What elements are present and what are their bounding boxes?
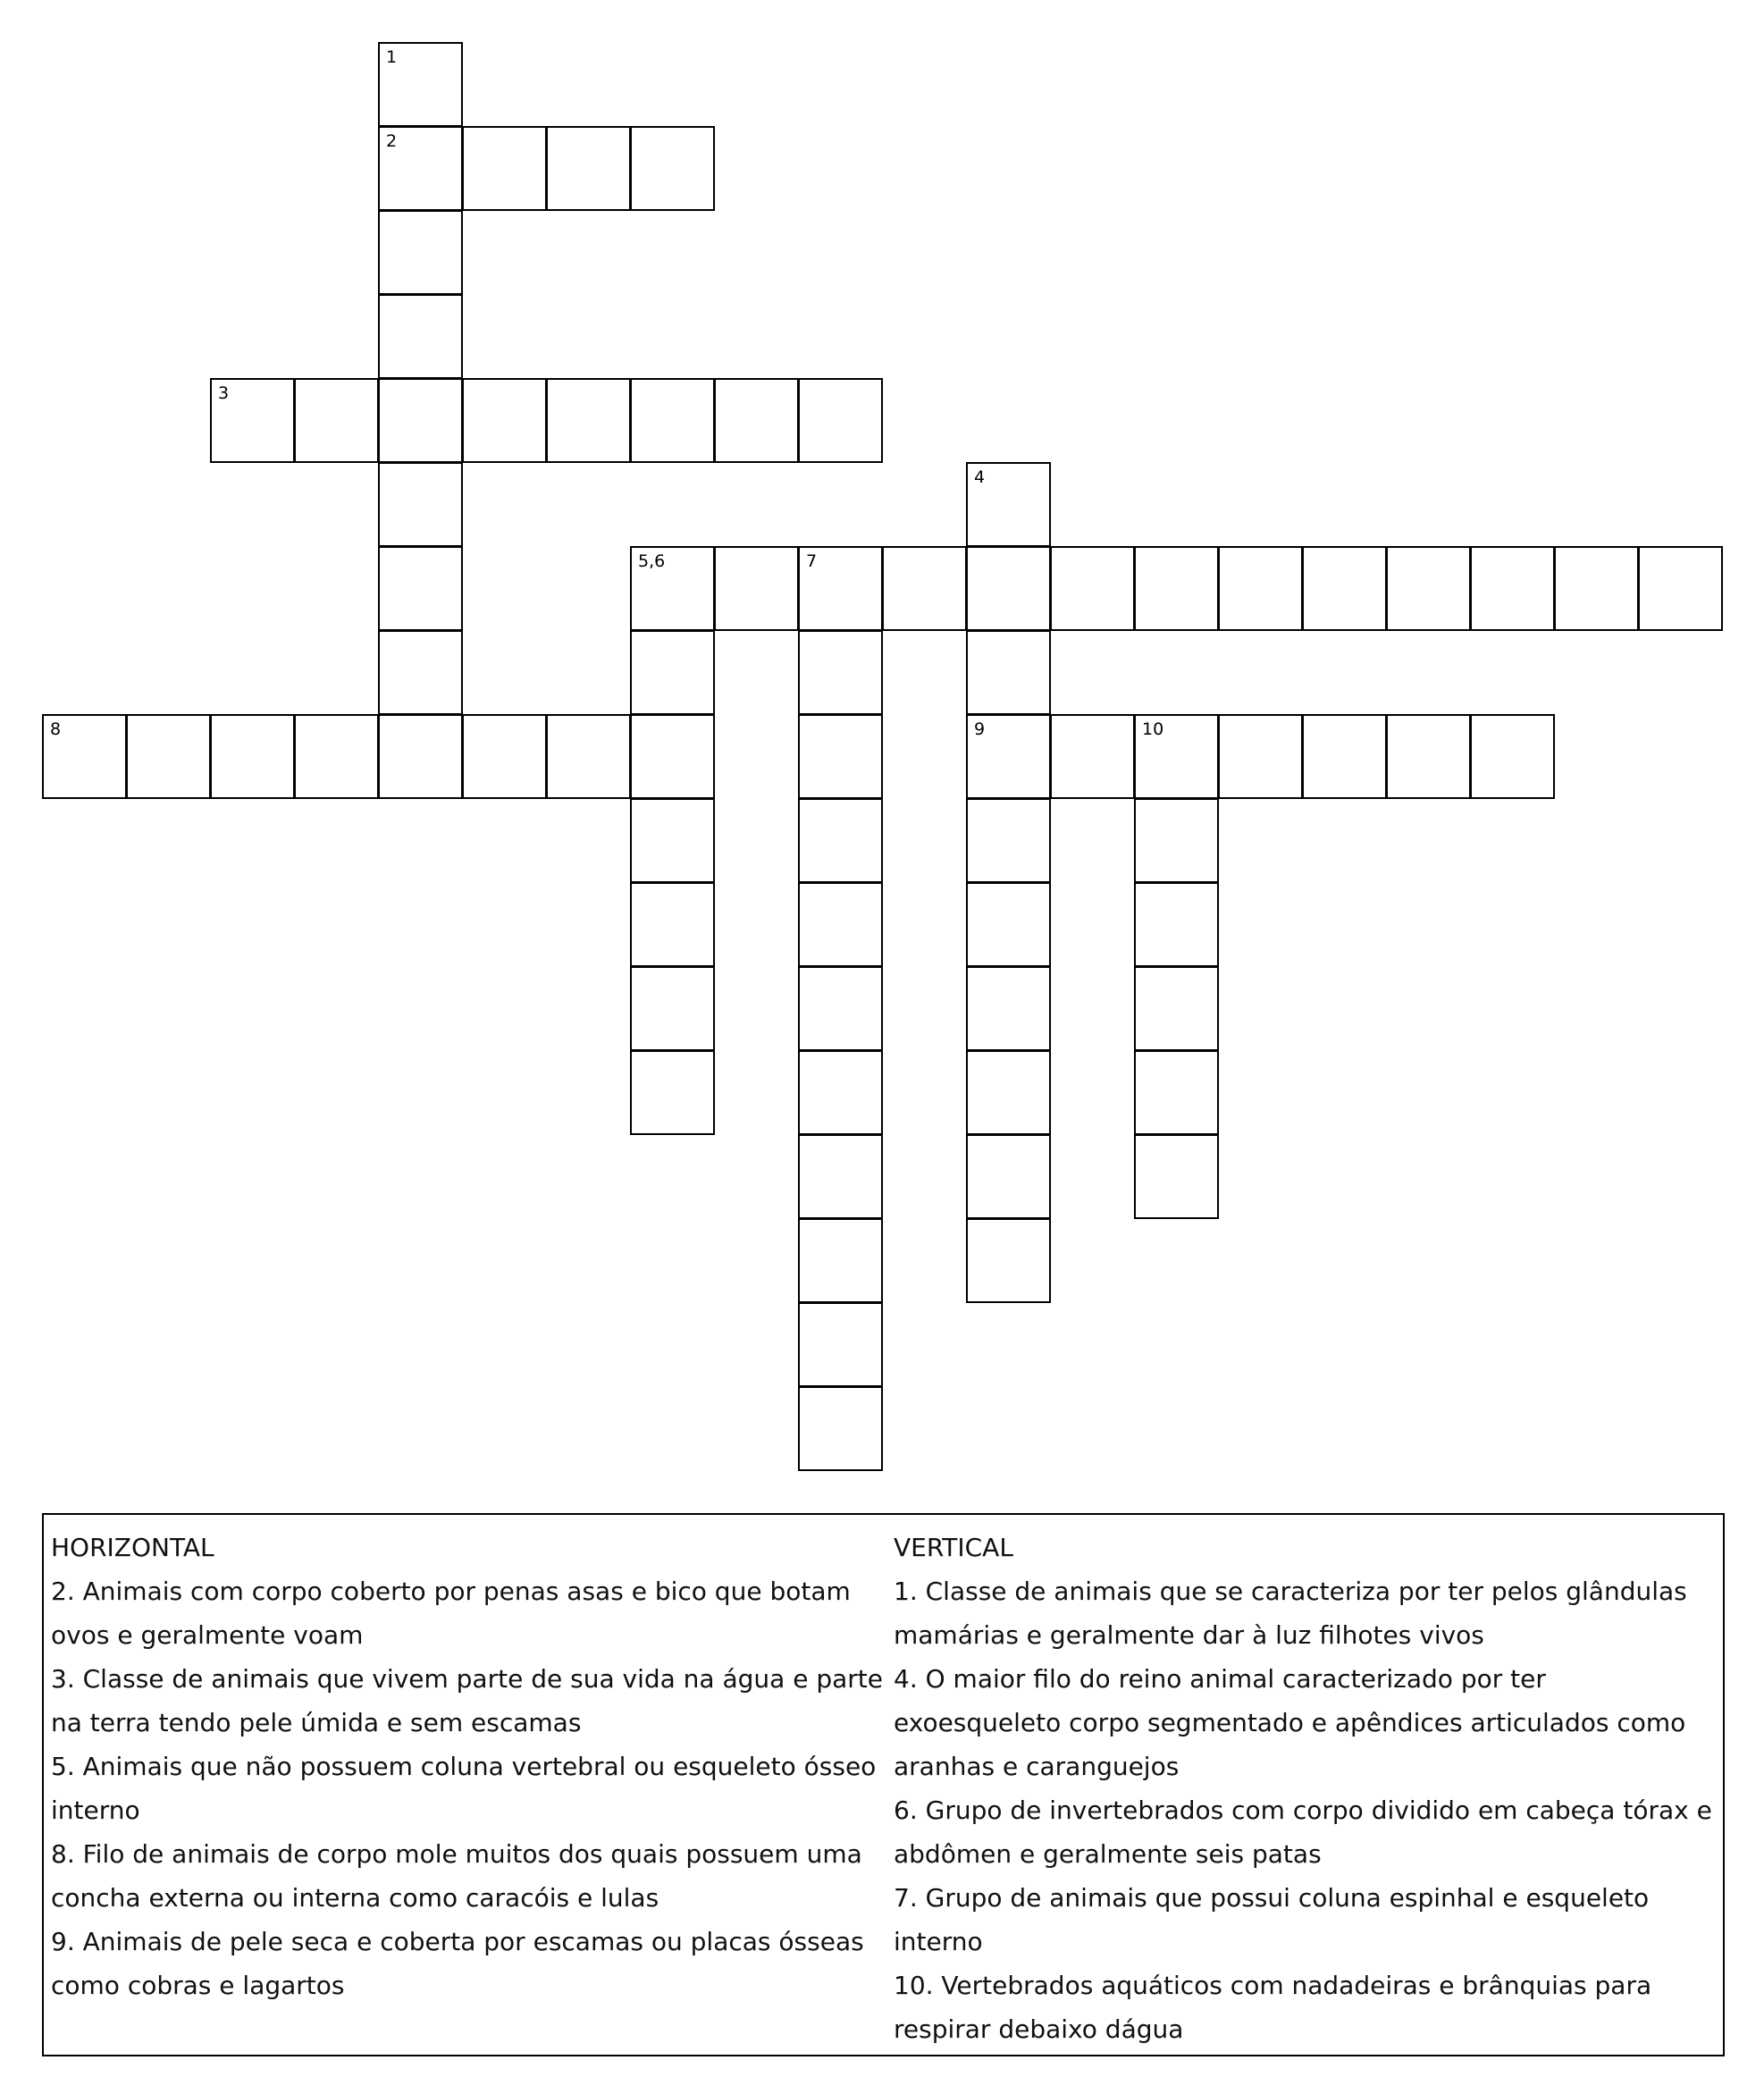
across-clue-9: 9. Animais de pele seca e coberta por escamas ou placas ósseas como cobras e lagartos xyxy=(51,1927,864,2000)
clue-number: 4 xyxy=(974,467,986,487)
grid-cell[interactable] xyxy=(630,882,715,967)
grid-cell[interactable] xyxy=(1134,966,1219,1051)
grid-cell[interactable] xyxy=(798,1050,883,1135)
grid-cell[interactable] xyxy=(966,798,1051,883)
down-clues xyxy=(894,1526,1716,2051)
grid-cell[interactable] xyxy=(210,378,295,463)
grid-cell[interactable] xyxy=(966,1218,1051,1303)
clue-number: 1 xyxy=(386,47,398,67)
grid-cell[interactable] xyxy=(294,378,379,463)
grid-cell[interactable] xyxy=(1134,1050,1219,1135)
grid-cell[interactable] xyxy=(798,714,883,799)
grid-cell[interactable] xyxy=(882,546,967,631)
grid-cell[interactable] xyxy=(1134,1134,1219,1219)
grid-cell[interactable] xyxy=(1470,546,1555,631)
grid-cell[interactable] xyxy=(1050,714,1135,799)
grid-cell[interactable] xyxy=(966,546,1051,631)
grid-cell[interactable] xyxy=(378,462,463,547)
down-clue-4: 4. O maior filo do reino animal caracterizado por ter exoesqueleto corpo segmentado e apêndices articulados como aranhas e caranguejos xyxy=(894,1664,1686,1781)
grid-cell[interactable] xyxy=(1134,882,1219,967)
grid-cell[interactable] xyxy=(462,378,547,463)
down-clue-7: 7. Grupo de animais que possui coluna espinhal e esqueleto interno xyxy=(894,1883,1650,1956)
grid-cell[interactable] xyxy=(714,546,799,631)
grid-cell[interactable] xyxy=(1134,714,1219,799)
grid-cell[interactable] xyxy=(1386,714,1471,799)
clue-number: 9 xyxy=(974,719,986,739)
grid-cell[interactable] xyxy=(294,714,379,799)
grid-cell[interactable] xyxy=(714,378,799,463)
grid-cell[interactable] xyxy=(546,714,631,799)
grid-cell[interactable] xyxy=(630,966,715,1051)
grid-cell[interactable] xyxy=(378,714,463,799)
across-clue-3: 3. Classe de animais que vivem parte de sua vida na água e parte na terra tendo pele úmida e sem escamas xyxy=(51,1664,883,1737)
grid-cell[interactable] xyxy=(1302,714,1387,799)
down-clue-6: 6. Grupo de invertebrados com corpo dividido em cabeça tórax e abdômen e geralmente seis patas xyxy=(894,1795,1712,1869)
grid-cell[interactable] xyxy=(1134,798,1219,883)
across-title: HORIZONTAL xyxy=(51,1533,214,1562)
grid-cell[interactable] xyxy=(966,714,1051,799)
grid-cell[interactable] xyxy=(378,546,463,631)
down-clue-10: 10. Vertebrados aquáticos com nadadeiras e brânquias para respirar debaixo dágua xyxy=(894,1971,1652,2044)
grid-cell[interactable] xyxy=(966,462,1051,547)
down-clue-1: 1. Classe de animais que se caracteriza por ter pelos glândulas mamárias e geralmente dar à luz filhotes vivos xyxy=(894,1577,1687,1650)
clue-number: 8 xyxy=(50,719,62,739)
grid-cell[interactable] xyxy=(798,1386,883,1471)
grid-cell[interactable] xyxy=(966,1050,1051,1135)
grid-cell[interactable] xyxy=(462,714,547,799)
grid-cell[interactable] xyxy=(798,798,883,883)
grid-cell[interactable] xyxy=(630,630,715,715)
grid-cell[interactable] xyxy=(630,546,715,631)
grid-cell[interactable] xyxy=(630,378,715,463)
grid-cell[interactable] xyxy=(1386,546,1471,631)
clue-number: 2 xyxy=(386,131,398,151)
grid-cell[interactable] xyxy=(1134,546,1219,631)
across-clue-8: 8. Filo de animais de corpo mole muitos dos quais possuem uma concha externa ou interna como caracóis e lulas xyxy=(51,1839,862,1913)
grid-cell[interactable] xyxy=(966,1134,1051,1219)
grid-cell[interactable] xyxy=(1638,546,1723,631)
grid-cell[interactable] xyxy=(1302,546,1387,631)
grid-cell[interactable] xyxy=(210,714,295,799)
clue-number: 7 xyxy=(806,551,818,571)
grid-cell[interactable] xyxy=(126,714,211,799)
grid-cell[interactable] xyxy=(966,630,1051,715)
grid-cell[interactable] xyxy=(966,966,1051,1051)
grid-cell[interactable] xyxy=(798,630,883,715)
grid-cell[interactable] xyxy=(378,294,463,379)
grid-cell[interactable] xyxy=(630,714,715,799)
grid-cell[interactable] xyxy=(378,42,463,127)
grid-cell[interactable] xyxy=(42,714,127,799)
across-clues xyxy=(51,1526,904,2007)
grid-cell[interactable] xyxy=(1218,546,1303,631)
across-clue-2: 2. Animais com corpo coberto por penas asas e bico que botam ovos e geralmente voam xyxy=(51,1577,851,1650)
clue-number: 5,6 xyxy=(638,551,666,571)
grid-cell[interactable] xyxy=(630,1050,715,1135)
grid-cell[interactable] xyxy=(1470,714,1555,799)
grid-cell[interactable] xyxy=(798,546,883,631)
grid-cell[interactable] xyxy=(378,378,463,463)
grid-cell[interactable] xyxy=(798,882,883,967)
grid-cell[interactable] xyxy=(378,210,463,295)
grid-cell[interactable] xyxy=(798,1302,883,1387)
grid-cell[interactable] xyxy=(378,630,463,715)
grid-cell[interactable] xyxy=(378,126,463,211)
grid-cell[interactable] xyxy=(1218,714,1303,799)
grid-cell[interactable] xyxy=(630,798,715,883)
grid-cell[interactable] xyxy=(966,882,1051,967)
grid-cell[interactable] xyxy=(798,1134,883,1219)
clue-number: 10 xyxy=(1142,719,1164,739)
grid-cell[interactable] xyxy=(798,378,883,463)
grid-cell[interactable] xyxy=(798,966,883,1051)
grid-cell[interactable] xyxy=(546,378,631,463)
down-title: VERTICAL xyxy=(894,1533,1013,1562)
grid-cell[interactable] xyxy=(1554,546,1639,631)
grid-cell[interactable] xyxy=(546,126,631,211)
grid-cell[interactable] xyxy=(798,1218,883,1303)
clue-box xyxy=(42,1513,1725,2056)
grid-cell[interactable] xyxy=(462,126,547,211)
clue-number: 3 xyxy=(218,383,230,403)
grid-cell[interactable] xyxy=(1050,546,1135,631)
grid-cell[interactable] xyxy=(630,126,715,211)
across-clue-5: 5. Animais que não possuem coluna vertebral ou esqueleto ósseo interno xyxy=(51,1752,877,1825)
